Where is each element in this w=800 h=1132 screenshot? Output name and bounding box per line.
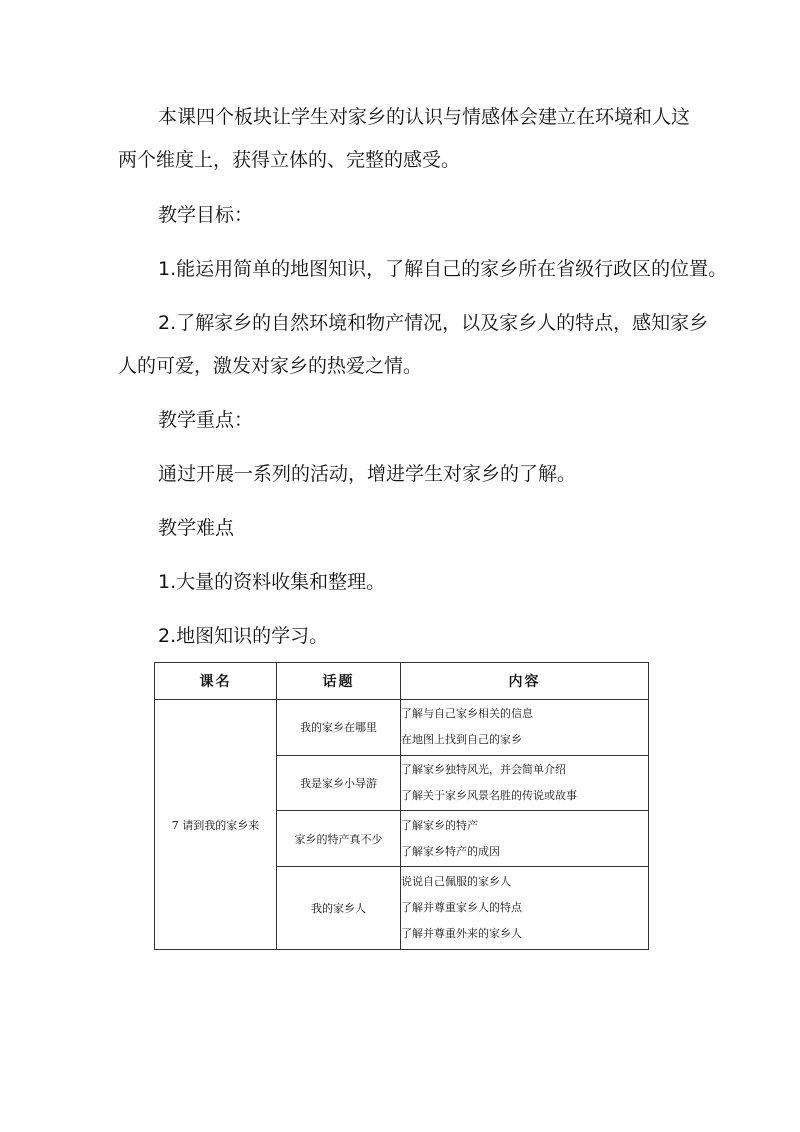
- intro-line-2: 两个维度上，获得立体的、完整的感受。: [118, 149, 461, 171]
- content-line: 了解家乡的特产: [401, 818, 478, 832]
- topic-cell: 我的家乡人: [277, 867, 401, 950]
- content-line: 了解关于家乡风景名胜的传说或故事: [401, 789, 577, 802]
- content-line: 了解家乡独特风光，并会简单介绍: [401, 763, 566, 776]
- header-lesson-name: 课名: [155, 663, 277, 700]
- objective-2: [118, 302, 709, 345]
- objective-2-cont: [118, 345, 698, 388]
- difficulty-heading: 教学难点: [158, 517, 235, 539]
- content-line: 了解并尊重家乡人的特点: [401, 901, 522, 914]
- intro-line-1: 本课四个板块让学生对家乡的认识与情感体会建立在环境和人这: [158, 106, 691, 128]
- table-header-row: [155, 663, 649, 700]
- keypoint-heading: 教学重点：: [158, 409, 254, 431]
- content-line: 说说自己佩服的家乡人: [401, 875, 511, 888]
- content-line: 了解并尊重外来的家乡人: [401, 927, 522, 940]
- header-topic: 话题: [277, 663, 401, 700]
- objective-2-line-1: 2.了解家乡的自然环境和物产情况，以及家乡人的特点，感知家乡: [158, 312, 709, 334]
- content-line: 在地图上找到自己的家乡: [401, 733, 522, 747]
- intro-paragraph: [118, 96, 698, 139]
- content-cell: [401, 700, 649, 756]
- keypoint-text: 通过开展一系列的活动，增进学生对家乡的了解。: [158, 463, 577, 485]
- objective-1: 1.能运用简单的地图知识，了解自己的家乡所在省级行政区的位置。: [158, 258, 728, 280]
- topic-cell: 我是家乡小导游: [277, 755, 401, 811]
- content-cell: [401, 867, 649, 950]
- header-content: 内容: [401, 663, 649, 700]
- objectives-heading: 教学目标：: [158, 204, 254, 226]
- table-row: [155, 700, 649, 756]
- content-cell: [401, 755, 649, 811]
- difficulty-2: 2.地图知识的学习。: [158, 625, 329, 647]
- topic-cell: 家乡的特产真不少: [277, 811, 401, 867]
- content-line: 了解与自己家乡相关的信息: [401, 707, 533, 721]
- intro-paragraph-cont: [118, 139, 698, 182]
- topic-cell: 我的家乡在哪里: [277, 700, 401, 756]
- content-line: 了解家乡特产的成因: [401, 844, 500, 858]
- difficulty-1: 1.大量的资料收集和整理。: [158, 571, 386, 593]
- lesson-table: [154, 662, 649, 950]
- lesson-name-cell: 7 请到我的家乡来: [155, 700, 277, 950]
- content-cell: [401, 811, 649, 867]
- objective-2-line-2: 人的可爱，激发对家乡的热爱之情。: [118, 355, 423, 377]
